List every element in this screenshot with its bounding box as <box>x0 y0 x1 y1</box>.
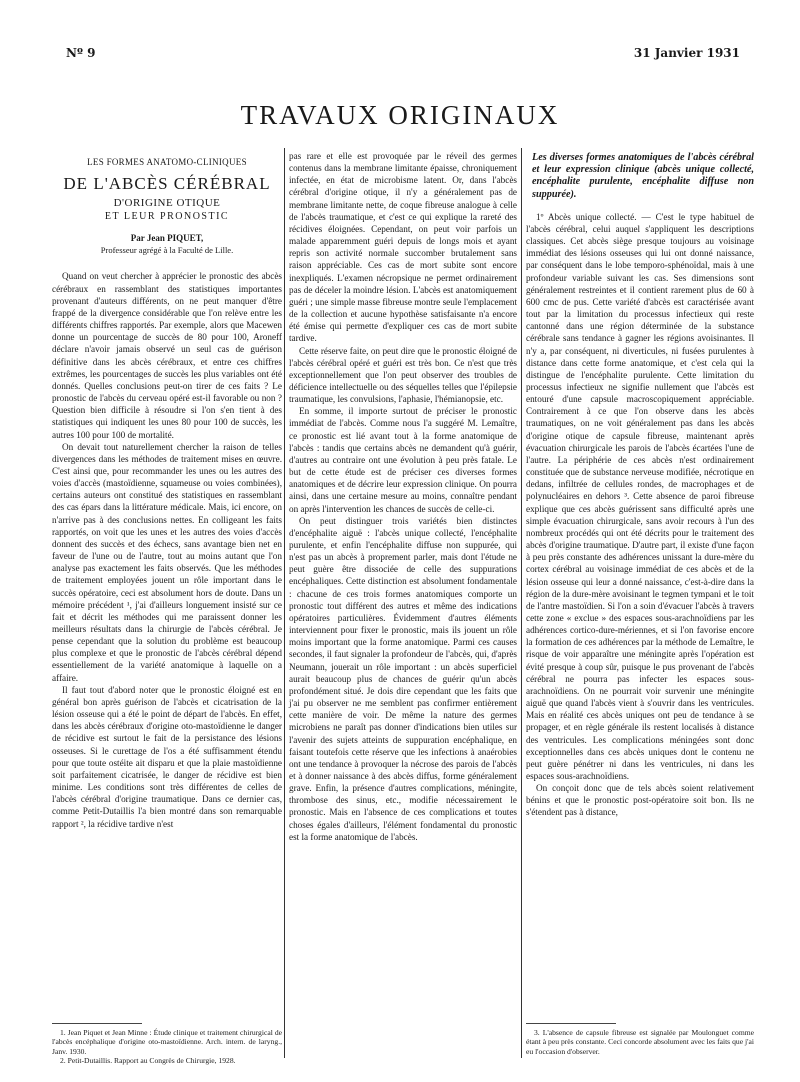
paragraph: 1º Abcès unique collecté. — C'est le type habituel de l'abcès cérébral, celui auquel s'appliquent les descriptions classiques. Cet abcès siège presque toujours au voisinage immédiat des lésions osseuses qui lui ont donné naissance, par conséquent dans le lobe temporo-sphénoïdal, mais à une profondeur variable suivant les cas. Ses dimensions sont généralement restreintes et il contient rarement plus de 60 à 600 cmc de pus. Cette variété d'abcès est caractérisée avant tout par la limitation du processus infectieux qui reste cantonné dans une région déterminée de la substance cérébrale sans tendance à gagner les régions avoisinantes. Il n'y a, par conséquent, ni diverticules, ni fusées purulentes à distance dans cette forme anatomique, et c'est cela qui la distingue de l'encéphalite purulente. Cette limitation du processus infectieux ne signifie nullement que l'abcès est entouré d'une capsule macroscopiquement appréciable. Contrairement à ce que l'on observe dans les abcès traumatiques, on ne voit généralement pas dans les abcès d'origine otique de capsule fibreuse, maintenant après évacuation chirurgicale les parois de l'abcès écartées l'une de l'autre. La périphérie de ces abcès n'est ordinairement constituée que de substance nerveuse modifiée, nécrotique en dedans, infiltrée de cellules rondes, de macrophages et de polynucléaires en dehors ³. Cette absence de paroi fibreuse explique que ces abcès guérissent sans difficulté après une simple évacuation chirurgicale, sans avoir recours à l'un des nombreux procédés qui ont été décrits pour le traitement des abcès d'origine traumatique. D'autre part, il existe d'une façon à peu près constante des adhérences unissant la dure-mère du cortex cérébral au voisinage immédiat de ces abcès et de la lésion osseuse qui leur a donné naissance, c'est-à-dire dans la région de la dure-mère avoisinant le tegmen tympani et le toit de l'antre mastoïdien. Si l'on a soin d'évacuer l'abcès à travers cette zone « exclue » des espaces sous-arachnoïdiens par les adhérences cortico-dure-mériennes, et si l'on favorise encore la formation de ces adhérences par la méthode de Lemaître, le risque de voir apparaître une méningite après l'opération est évité presque à coup sûr, puisque le pus provenant de l'abcès cérébral ne pourra pas infecter les espaces sous-arachnoïdiens. On ne pourrait voir survenir une méningite aiguë que quand l'abcès vient à s'ouvrir dans les ventricules. Mais en réalité ces abcès uniques ont peu de tendance à se propager, et en règle générale ils restent localisés à distance des ventricules. Les complications méningées sont donc exceptionnelles dans ces abcès uniques dont le contenu ne peut guère pénétrer ni dans les ventricules, ni dans les espaces sous-arachnoïdiens. <box>526 211 754 781</box>
paragraph: On conçoit donc que de tels abcès soient relativement bénins et que le pronostic post-opératoire soit bon. Ils ne s'étendent pas à distance, <box>526 783 754 818</box>
footnote: 1. Jean Piquet et Jean Minne : Étude clinique et traitement chirurgical de l'abcès encéphalique d'origine oto-mastoïdienne. Arch. intern. de laryng., Janv. 1930. <box>52 1028 282 1056</box>
article-title: DE L'ABCÈS CÉRÉBRAL <box>63 174 271 194</box>
column-divider <box>284 148 285 1058</box>
paragraph: On peut distinguer trois variétés bien distinctes d'encéphalite aiguë : l'abcès unique collecté, l'encéphalite purulente, et enfin l'encéphalite diffuse non suppurée, qui n'est pas un abcès à proprement parler, mais dont l'étude ne peut guère être dissociée de celle des suppurations encéphaliques. Cette distinction est absolument fondamentale : chacune de ces trois formes anatomiques comporte un pronostic tout différent des autres et même des indications opératoires particulières. Évidemment d'autres éléments interviennent pour fixer le pronostic, mais ils jouent un rôle moins important que la forme anatomique. Parmi ces causes secondes, il faut signaler la profondeur de l'abcès, qui, d'après Neumann, jouerait un rôle important : un abcès superficiel aurait beaucoup plus de chances de guérir qu'un abcès profondément situé. Je dois dire cependant que les faits que j'ai pu observer ne me semblent pas confirmer entièrement cette manière de voir. De même la nature des germes microbiens ne paraît pas donner d'indications bien utiles sur l'avenir des sujets atteints de suppuration encéphalique, en faisant toutefois cette réserve que les infections à anaérobies ont une tendance à provoquer la nécrose des parois de l'abcès et à donner naissance à des abcès diffus, forme généralement grave. Enfin, la présence d'autres complications, méningite, thrombose des sinus, etc., modifie nécessairement le pronostic. Mais en l'absence de ces complications et toutes choses égales d'ailleurs, l'élément fondamental du pronostic est la forme anatomique de l'abcès. <box>289 515 517 842</box>
column-2 <box>289 150 517 843</box>
paragraph: On devait tout naturellement chercher la raison de telles divergences dans les méthodes de traitement mises en œuvre. C'est ainsi que, pour recommander les unes ou les autres des voies d'accès (mastoïdienne, squameuse ou voies combinées), certains auteurs ont constitué des statistiques en rassemblant des cas épars dans la littérature médicale. Mais, ici encore, on n'arrive pas à des conclusions nettes. En colligeant les faits rapportés, on voit que les unes et les autres des voies d'accès donnent des succès et des échecs, sans avantage bien net en faveur de l'une ou de l'autre, tout au moins autant que l'on analyse pas exactement les faits observés. Que les méthodes de traitement employées jouent un rôle important dans le succès opératoire, ceci est absolument hors de doute. Dans un mémoire précédent ¹, j'ai d'ailleurs longuement insisté sur ce fait et décrit les méthodes qui me paraissent donner les meilleurs résultats dans la chirurgie de l'abcès cérébral. Je pense cependant que la solution du problème est beaucoup plus complexe et que le pronostic de l'abcès cérébral dépend essentiellement de la variété anatomique à laquelle on a affaire. <box>52 441 282 683</box>
issue-number: Nº 9 <box>66 46 96 60</box>
column-divider <box>521 148 522 1058</box>
footnote: 3. L'absence de capsule fibreuse est signalée par Moulonguet comme étant à peu près constante. Ceci concorde absolument avec les faits que j'ai eu l'occasion d'observer. <box>526 1028 754 1056</box>
issue-date: 31 Janvier 1931 <box>633 46 740 60</box>
paragraph: En somme, il importe surtout de préciser le pronostic immédiat de l'abcès. Comme nous l'a suggéré M. Lemaître, ce pronostic est lié avant tout à la forme anatomique de l'abcès : tandis que certains abcès ne demandent qu'à guérir, d'autres au contraire ont une évolution à peu près fatale. Le but de cette étude est de préciser ces diverses formes anatomiques et de décrire leur expression clinique. On pourra ainsi, dans une certaine mesure au moins, connaître pendant on après l'intervention les chances de succès de celle-ci. <box>289 406 517 514</box>
paragraph: Quand on veut chercher à apprécier le pronostic des abcès cérébraux en rassemblant des statistiques importantes provenant d'auteurs différents, on ne peut manquer d'être frappé de la divergence considérable que l'on relève entre les différents chiffres rapportés. Par exemple, alors que Macewen donne un pourcentage de succès de 80 pour 100, Aroneff déclare n'avoir jamais observé un seul cas de guérison définitive dans les abcès cérébraux, et entre ces chiffres extrêmes, les pourcentages de succès les plus variables ont été donnés. Quelles conclusions peut-on tirer de ces faits ? Le pronostic de l'abcès du cerveau opéré est-il favorable ou non ? Question bien difficile à résoudre si l'on s'en tient à des statistiques qui indiquent les unes 80 pour 100 de succès, les autres 100 pour 100 de mortalité. <box>52 271 282 440</box>
article-subtitle-2: ET LEUR PRONOSTIC <box>104 211 230 223</box>
footnotes-left <box>52 1028 282 1066</box>
article-subtitle: D'ORIGINE OTIQUE <box>113 197 221 210</box>
paragraph: Il faut tout d'abord noter que le pronostic éloigné est en général bon après guérison de l'abcès et cicatrisation de la lésion osseuse qui a été le point de départ de l'abcès. En effet, dans les abcès cérébraux d'origine oto-mastoïdienne le danger de récidive est surtout le fait de la persistance des lésions osseuses. Si le curettage de l'os a été suffisamment étendu pour que toute ostéite ait disparu et que la plaie mastoïdienne soit parfaitement cicatrisée, le danger de récidive est bien minime. Les conditions sont très différentes de celles de l'abcès cérébral d'origine traumatique. Dans ce dernier cas, comme Petit-Dutaillis l'a bien montré dans son remarquable rapport ², la récidive tardive n'est <box>52 684 282 829</box>
column-1 <box>52 150 282 830</box>
footnotes-right <box>526 1028 754 1056</box>
subsection-heading: Les diverses formes anatomiques de l'abcès cérébral et leur expression clinique (abcès unique collecté, encéphalite purulente, encéphalite diffuse non suppurée). <box>532 152 754 200</box>
footnote: 2. Petit-Dutaillis. Rapport au Congrès de Chirurgie, 1928. <box>60 1056 236 1066</box>
section-title: TRAVAUX ORIGINAUX <box>240 100 560 130</box>
article-kicker: LES FORMES ANATOMO-CLINIQUES <box>87 157 247 167</box>
footnote-rule <box>52 1023 142 1024</box>
paragraph: pas rare et elle est provoquée par le réveil des germes contenus dans la membrane limitante épaisse, chroniquement infectée, en état de microbisme latent. Or, dans l'abcès cérébral d'origine otique, il n'y a généralement pas de membrane limitante nette, de coque fibreuse analogue à celle de l'abcès traumatique, et c'est ce qui explique la rareté des récidives éloignées. Cependant, on peut voir parfois un malade apparemment guéri depuis de longs mois et ayant repris son activité normale succomber brutalement sans raison appréciable. Ces cas de mort subite sont encore inexpliqués. L'examen nécropsique ne permet ordinairement pas de déceler la moindre lésion. L'abcès est anatomiquement guéri ; une simple masse fibreuse montre seule l'emplacement de la collection et aucune hypothèse satisfaisante n'a encore été émise qui permette d'expliquer ces cas de mort subite tardive. <box>289 151 517 344</box>
article-author: Par Jean PIQUET, <box>130 233 204 244</box>
author-affiliation: Professeur agrégé à la Faculté de Lille. <box>100 245 234 256</box>
column-3 <box>526 150 754 819</box>
paragraph: Cette réserve faite, on peut dire que le pronostic éloigné de l'abcès cérébral opéré et guéri est très bon. Ce n'est que très exceptionnellement que l'on peut observer des troubles de déficience intellectuelle ou des séquelles telles que l'épilepsie traumatique, les convulsions, l'aphasie, l'hémianopsie, etc. <box>289 345 517 405</box>
footnote-rule <box>526 1023 616 1024</box>
